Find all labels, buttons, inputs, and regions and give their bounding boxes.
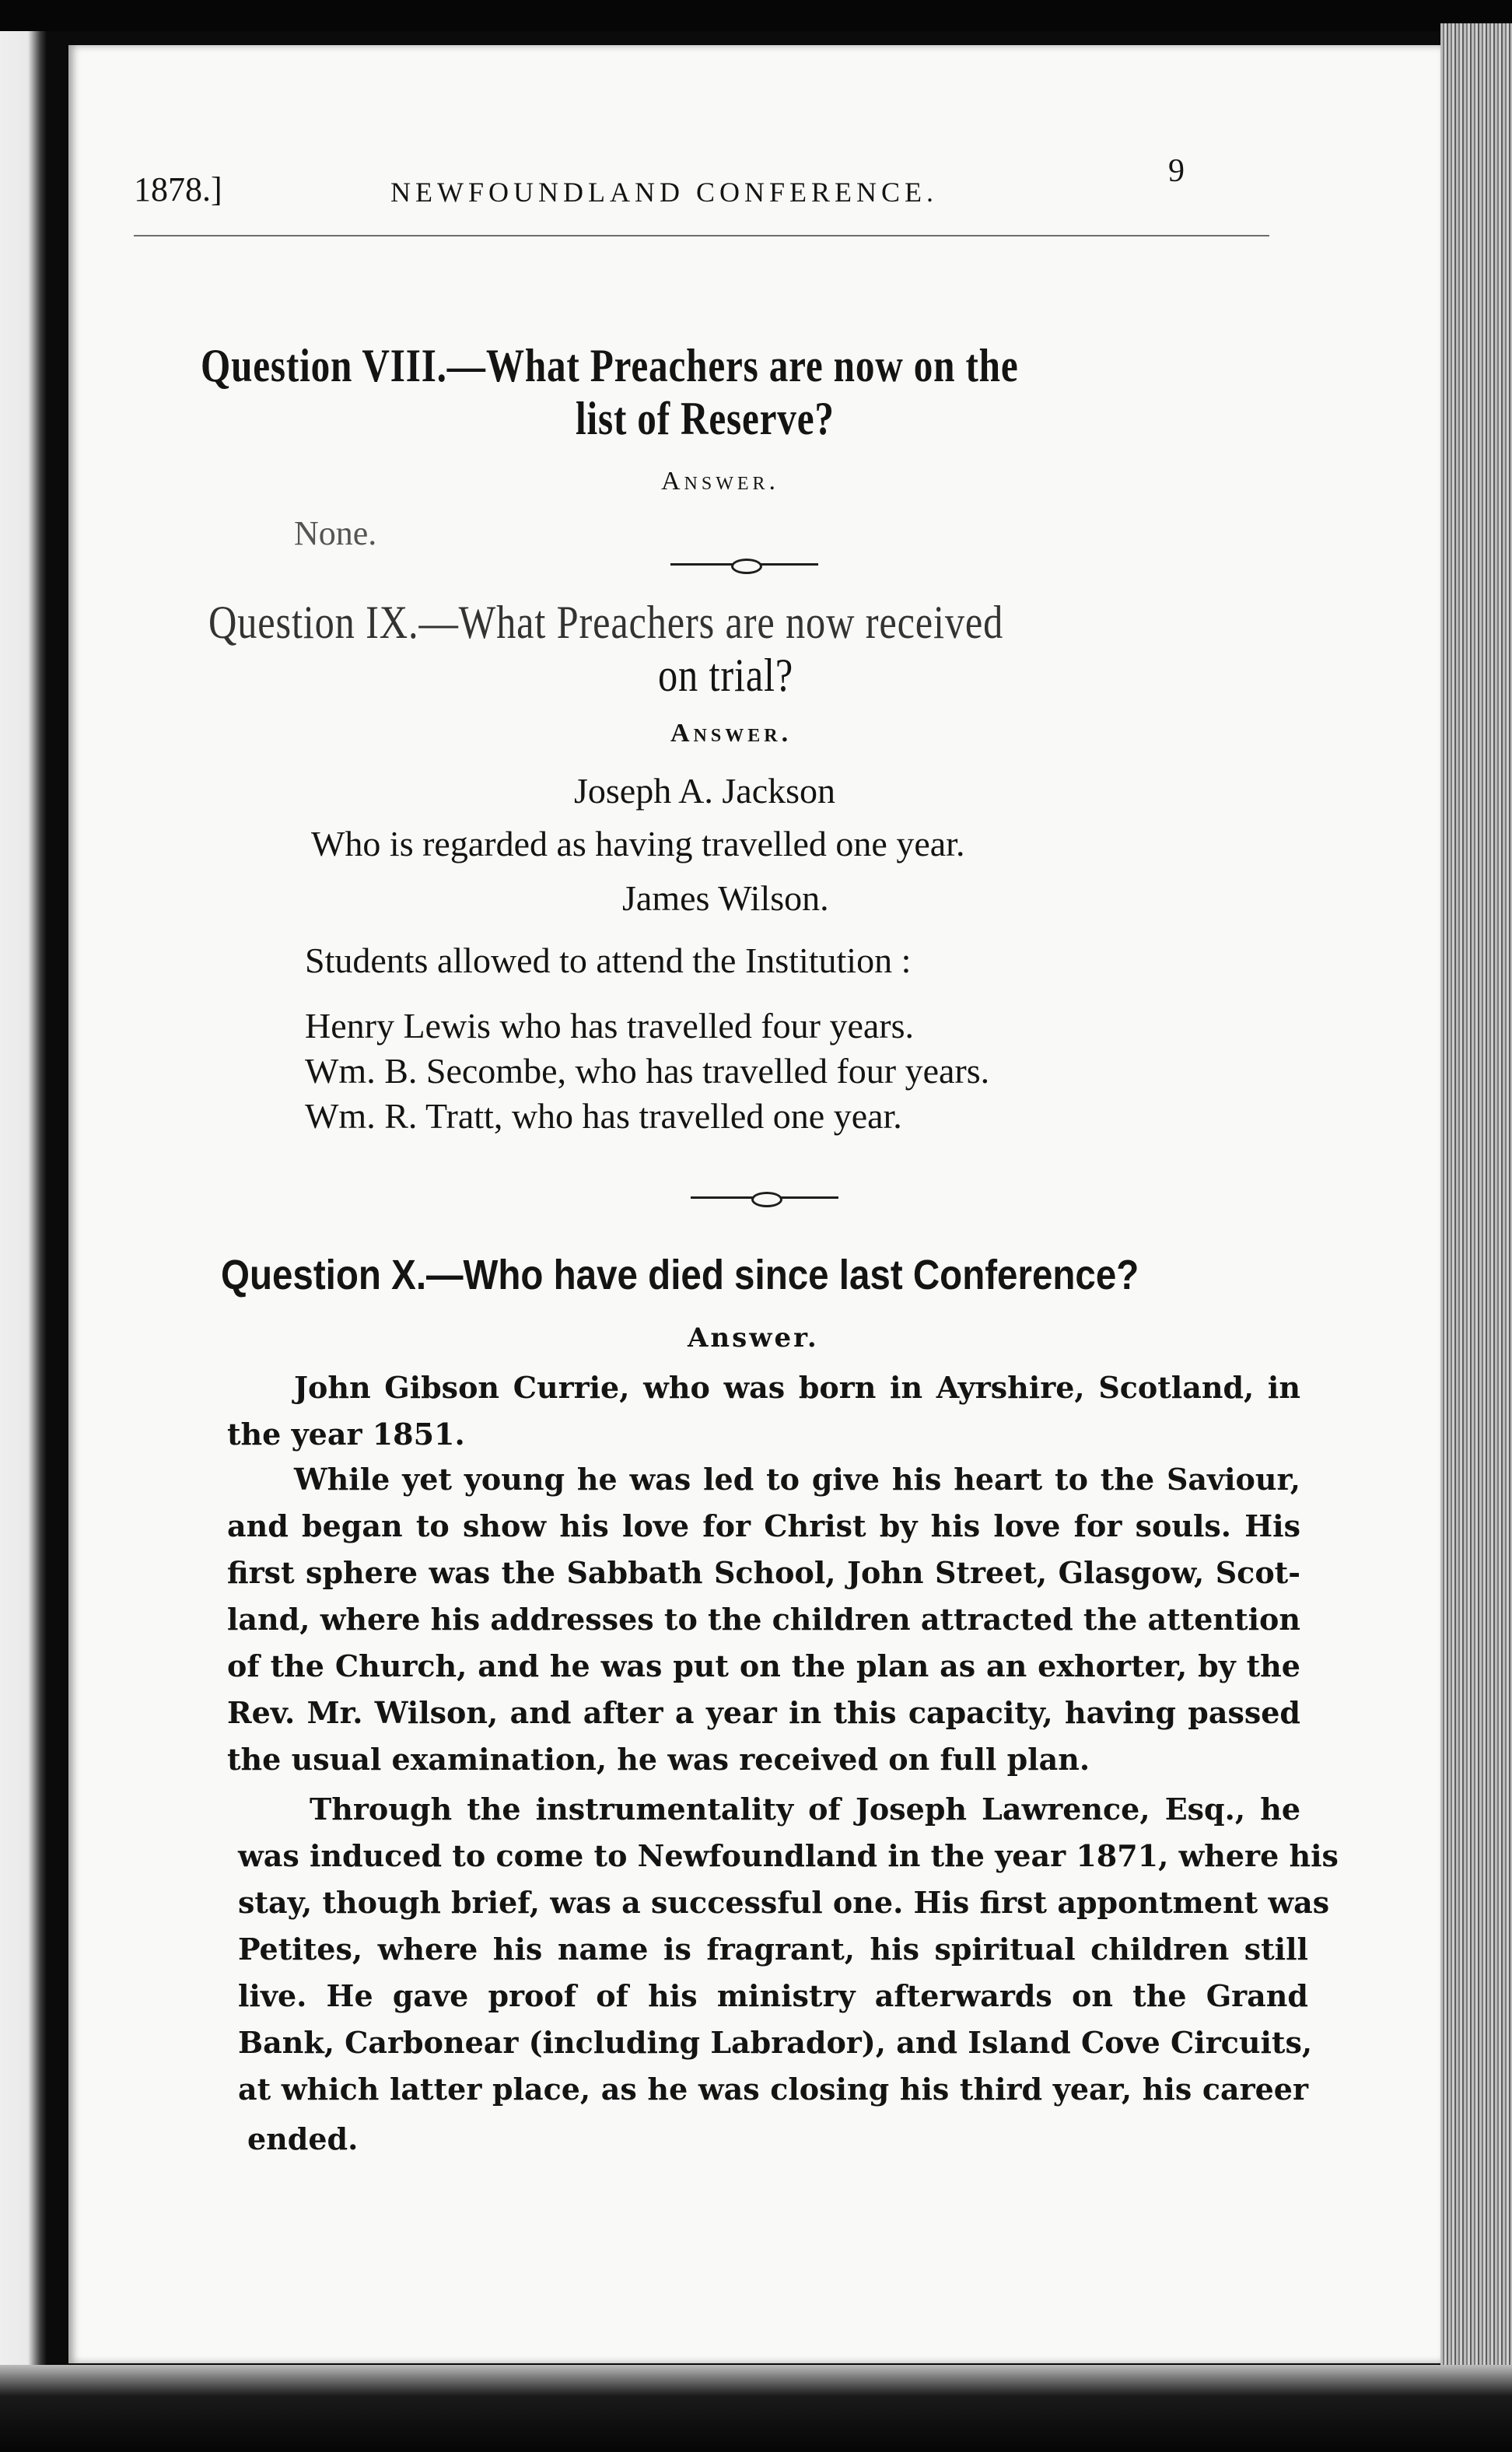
- question-8-answer-label: Answer.: [661, 467, 780, 496]
- student-3: Wm. R. Tratt, who has travelled one year.: [305, 1096, 902, 1136]
- trial-name-2: James Wilson.: [622, 878, 829, 918]
- obituary-line: Petites, where his name is fragrant, his spiritual children still: [238, 1932, 1308, 1967]
- obituary-line: first sphere was the Sabbath School, John Street, Glasgow, Scot-: [227, 1555, 1300, 1590]
- students-heading: Students allowed to attend the Institution :: [305, 941, 912, 980]
- obituary-line: land, where his addresses to the children attracted the attention: [227, 1602, 1300, 1637]
- obituary-line: Through the instrumentality of Joseph Lawrence, Esq., he: [310, 1792, 1300, 1827]
- running-head-rule: [134, 235, 1269, 236]
- scan-top-border: [0, 0, 1512, 31]
- scan-bottom-border: [0, 2365, 1512, 2452]
- question-10-heading: Question X.—Who have died since last Conference?: [221, 1252, 1139, 1298]
- obituary-line: Rev. Mr. Wilson, and after a year in this capacity, having passed: [227, 1695, 1300, 1730]
- page-number: 9: [1168, 153, 1185, 189]
- obituary-line: stay, though brief, was a successful one. His first appontment was: [238, 1885, 1330, 1920]
- obituary-line: While yet young he was led to give his heart to the Saviour,: [294, 1462, 1300, 1497]
- obituary-line: live. He gave proof of his ministry afterwards on the Grand: [238, 1978, 1308, 2013]
- question-8-heading-cont: list of Reserve?: [576, 393, 835, 444]
- facing-page-edge: [0, 31, 47, 2388]
- trial-name-1: Joseph A. Jackson: [574, 771, 836, 811]
- question-9-heading-cont: on trial?: [658, 650, 794, 701]
- question-8-answer: None.: [294, 514, 377, 552]
- obituary-line: was induced to come to Newfoundland in the year 1871, where his: [238, 1838, 1339, 1873]
- obituary-line: and began to show his love for Christ by his love for souls. His: [227, 1508, 1300, 1543]
- question-9-answer-label: Answer.: [670, 719, 793, 748]
- obituary-line: ended.: [247, 2121, 359, 2156]
- ornamental-divider: [670, 557, 818, 571]
- question-10-answer-label: Answer.: [688, 1322, 819, 1354]
- obituary-line: Bank, Carbonear (including Labrador), and Island Cove Circuits,: [238, 2025, 1313, 2060]
- obituary-line: of the Church, and he was put on the plan as an exhorter, by the: [227, 1648, 1300, 1683]
- obituary-line: John Gibson Currie, who was born in Ayrshire, Scotland, in: [294, 1370, 1300, 1405]
- question-9-heading: Question IX.—What Preachers are now received: [208, 597, 1004, 648]
- obituary-line: at which latter place, as he was closing his third year, his career: [238, 2072, 1308, 2107]
- trial-note-1: Who is regarded as having travelled one year.: [311, 824, 965, 863]
- obituary-line: the usual examination, he was received on full plan.: [227, 1742, 1090, 1777]
- running-head-year: 1878.]: [134, 170, 222, 208]
- running-head-title: NEWFOUNDLAND CONFERENCE.: [390, 177, 938, 208]
- book-page-edges: [1440, 23, 1512, 2388]
- student-2: Wm. B. Secombe, who has travelled four years.: [305, 1051, 990, 1091]
- obituary-line: the year 1851.: [227, 1417, 465, 1452]
- question-8-heading: Question VIII.—What Preachers are now on the: [201, 340, 1019, 391]
- ornamental-divider: [691, 1190, 838, 1204]
- student-1: Henry Lewis who has travelled four years.: [305, 1006, 915, 1046]
